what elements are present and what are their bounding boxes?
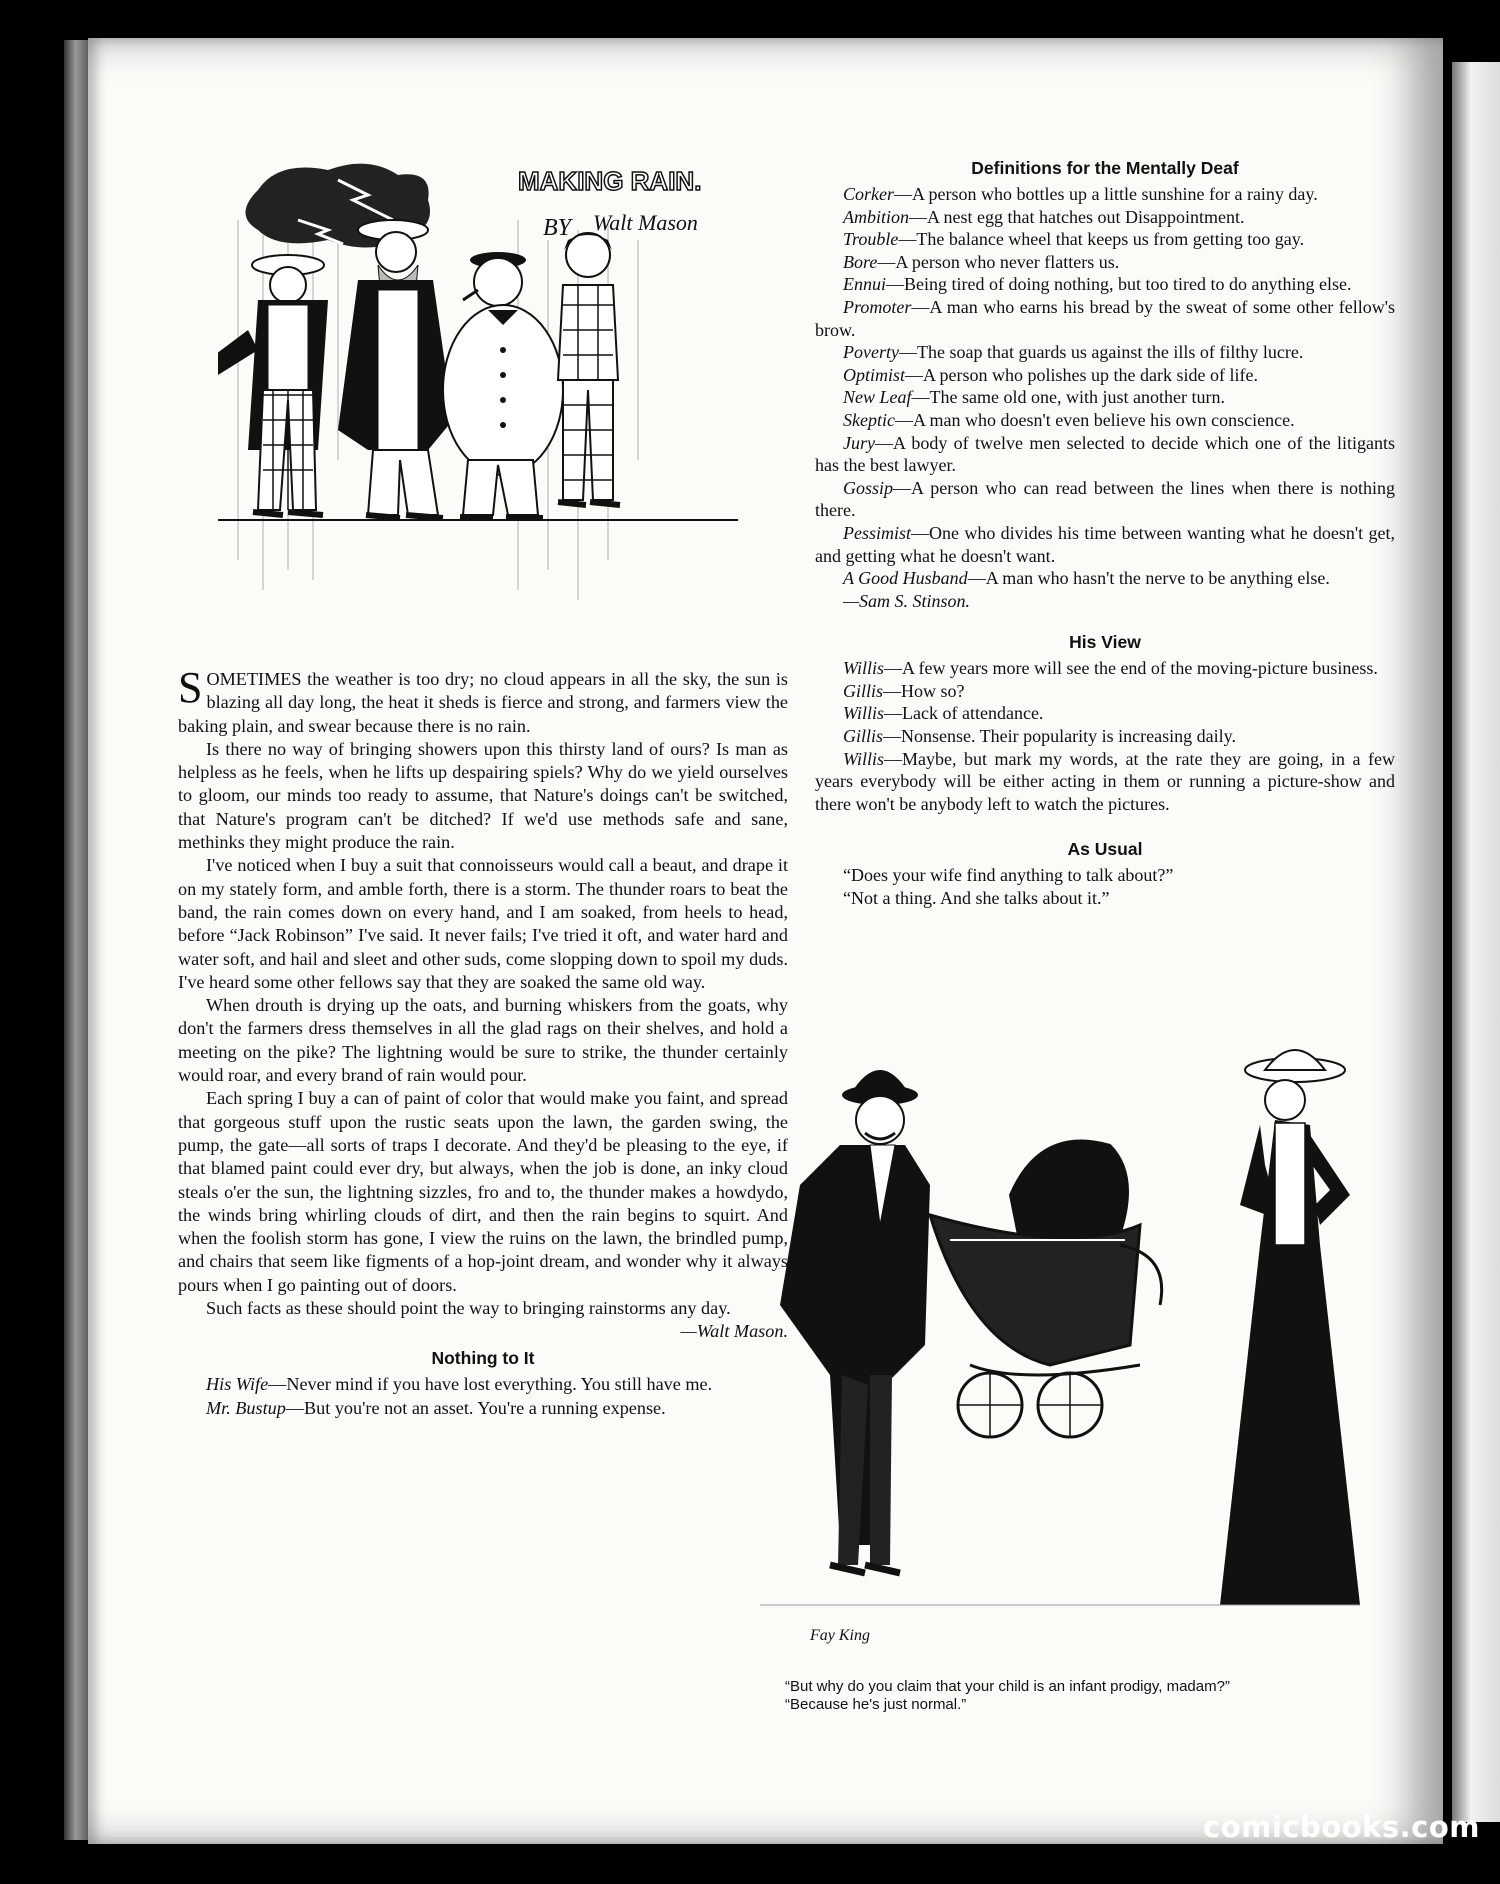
illustration-caption — [785, 1678, 1405, 1714]
definition-item — [815, 251, 1395, 274]
definition-text: —A person who can read between the lines when there is nothing there. — [815, 477, 1395, 521]
definition-item — [815, 432, 1395, 477]
definition-text: —A person who polishes up the dark side of life. — [905, 364, 1258, 385]
definitions-section — [815, 158, 1395, 612]
poem-paragraph-5: Each spring I buy a can of paint of color that would make you faint, and spread that gorgeous stuff upon the rustic seats upon the lawn, the garden swing, the pump, the gate—all sorts of traps I decorate. And they'd be pleasing to the eye, if that blamed paint could ever dry, but always, when the job is done, an inky cloud steals o'er the sun, the lightning sizzles, fro and to, the thunder makes a howdydo, the winds bring whirling clouds of dirt, and then the rain begins to squirt. And when the foolish storm has gone, I view the ruins on the lawn, the brindled pump, and chairs that seem like figments of a hop-joint dream, and wonder why it always pours when I go painting out of doors. — [178, 1088, 788, 1295]
dialog-line — [815, 748, 1395, 816]
right-column — [815, 158, 1395, 910]
definition-text: —A man who hasn't the nerve to be anything else. — [967, 568, 1330, 589]
definition-item — [815, 206, 1395, 229]
making-rain-cartoon — [218, 160, 758, 630]
definition-term: Gossip — [843, 477, 894, 498]
infant-prodigy-illustration — [720, 1045, 1400, 1645]
definition-text: —One who divides his time between wanting what he doesn't get, and getting what he doesn't want. — [815, 522, 1395, 566]
making-rain-poem — [178, 663, 788, 1420]
definition-term: New Leaf — [843, 387, 912, 408]
speaker-name: Willis — [843, 748, 885, 769]
caption-line: “But why do you claim that your child is an infant prodigy, madam?” — [785, 1678, 1230, 1695]
his-view-heading: His View — [1069, 632, 1141, 653]
nothing-to-it-section — [178, 1348, 788, 1420]
caption-line: “Because he's just normal.” — [785, 1696, 967, 1713]
definition-text: —A body of twelve men selected to decide which one of the litigants has the best lawyer. — [815, 432, 1395, 476]
book-spine — [64, 40, 90, 1840]
definition-term: Jury — [843, 432, 875, 453]
definition-text: —The same old one, with just another turn. — [911, 387, 1225, 408]
dialog-line — [815, 702, 1395, 725]
definition-term: Promoter — [843, 296, 912, 317]
dialog-line: Mr. Bustup—But you're not an asset. You're a running expense. — [206, 1397, 666, 1418]
drop-cap: S — [178, 663, 203, 712]
definitions-byline: —Sam S. Stinson. — [843, 590, 971, 611]
definition-item — [815, 341, 1395, 364]
as-usual-line: “Not a thing. And she talks about it.” — [843, 888, 1110, 909]
definition-term: Poverty — [843, 342, 899, 363]
site-watermark: comicbooks.com — [1203, 1810, 1480, 1844]
definition-term: Bore — [843, 251, 878, 272]
definition-item — [815, 409, 1395, 432]
poem-paragraph-1: SOMETIMES the weather is too dry; no cloud appears in all the sky, the sun is blazing all day long, the heat it sheds is fierce and strong, and farmers view the baking plain, and swear because there is no rain. — [178, 663, 788, 736]
dialog-text: —Lack of attendance. — [884, 703, 1044, 724]
definition-text: —A man who earns his bread by the sweat of some other fellow's brow. — [815, 296, 1395, 340]
dialog-line: His Wife—Never mind if you have lost everything. You still have me. — [206, 1374, 713, 1395]
definition-text: —The soap that guards us against the ills of filthy lucre. — [898, 342, 1304, 363]
definition-term: Corker — [843, 184, 894, 204]
definitions-heading: Definitions for the Mentally Deaf — [971, 158, 1239, 178]
definition-text: —A man who doesn't even believe his own conscience. — [894, 409, 1295, 430]
definition-term: Skeptic — [843, 409, 895, 430]
dialog-text: —How so? — [883, 680, 965, 701]
definition-term: Pessimist — [843, 522, 912, 543]
definition-item — [815, 364, 1395, 387]
facing-page-edge — [1452, 62, 1500, 1822]
definition-item — [815, 522, 1395, 567]
definition-text: —A nest egg that hatches out Disappointment. — [909, 206, 1245, 227]
definition-term: Trouble — [843, 229, 899, 250]
cartoon-title: MAKING RAIN. — [518, 166, 702, 196]
dialog-text: —A few years more will see the end of the moving-picture business. — [884, 658, 1378, 679]
definition-term: Ennui — [843, 274, 886, 295]
definition-text: —A person who bottles up a little sunshine for a rainy day. — [894, 184, 1318, 204]
cartoon-author-signature: Walt Mason — [593, 210, 698, 235]
dialog-line — [815, 680, 1395, 703]
definition-item — [815, 386, 1395, 409]
cartoon-by: BY — [543, 215, 572, 241]
speaker-name: Gillis — [843, 680, 884, 701]
definition-item — [815, 567, 1395, 590]
definition-term: Ambition — [843, 206, 909, 227]
poem-paragraph-4: When drouth is drying up the oats, and burning whiskers from the goats, why don't the farmers dress themselves in all the glad rags on their shelves, and hold a meeting on the pike? The lightning would be sure to strike, the thunder certainly would roar, and every brand of rain would pour. — [178, 995, 788, 1086]
definition-text: —Being tired of doing nothing, but too tired to do anything else. — [886, 274, 1352, 295]
poem-paragraph-2: Is there no way of bringing showers upon this thirsty land of ours? Is man as helpless as he feels, when he lifts up despairing spiels? Why do we yield ourselves to gloom, our minds too ready to assume, that Nature's doings can't be switched, that Nature's program can't be ditched? If we'd use methods safe and sane, methinks they might produce the rain. — [178, 738, 788, 853]
poem-paragraph-6: Such facts as these should point the way to bringing rainstorms any day. —Walt Mason. — [178, 1297, 788, 1320]
poem-signature: —Walt Mason. — [680, 1321, 788, 1342]
definition-term: Optimist — [843, 364, 906, 385]
his-view-section — [815, 632, 1395, 815]
artist-signature: Fay King — [810, 1627, 870, 1644]
speaker-name: Willis — [843, 703, 885, 724]
as-usual-section — [815, 839, 1395, 909]
speaker-name: Willis — [843, 658, 885, 679]
poem-paragraph-3: I've noticed when I buy a suit that connoisseurs would call a beaut, and drape it on my stately form, and amble forth, there is a storm. The thunder roars to beat the band, the rain comes down on every hand, and I am soaked, from heels to head, before “Jack Robinson” I've said. It never fails; I've tried it oft, and water hard and water soft, and hail and sleet and other suds, come slopping down to spoil my duds. I've heard some other fellows say that they are soaked the same old way. — [178, 855, 788, 992]
definition-item — [815, 228, 1395, 251]
definition-item — [815, 273, 1395, 296]
definition-term: A Good Husband — [843, 568, 968, 589]
dialog-line — [815, 657, 1395, 680]
nothing-to-it-heading: Nothing to It — [431, 1348, 535, 1369]
dialog-text: —Maybe, but mark my words, at the rate they are going, in a few years everybody will be either acting in them or running a picture-show and there won't be anybody left to watch the pictures. — [815, 748, 1395, 814]
definition-text: —The balance wheel that keeps us from getting too gay. — [898, 229, 1305, 250]
as-usual-line: “Does your wife find anything to talk about?” — [843, 865, 1174, 886]
dialog-line — [815, 725, 1395, 748]
speaker-name: Gillis — [843, 726, 884, 747]
dialog-text: —Nonsense. Their popularity is increasing daily. — [883, 726, 1236, 747]
definition-item — [815, 477, 1395, 522]
definition-item — [815, 296, 1395, 341]
definition-item — [815, 183, 1395, 206]
as-usual-heading: As Usual — [1067, 839, 1143, 860]
definition-text: —A person who never flatters us. — [877, 251, 1120, 272]
